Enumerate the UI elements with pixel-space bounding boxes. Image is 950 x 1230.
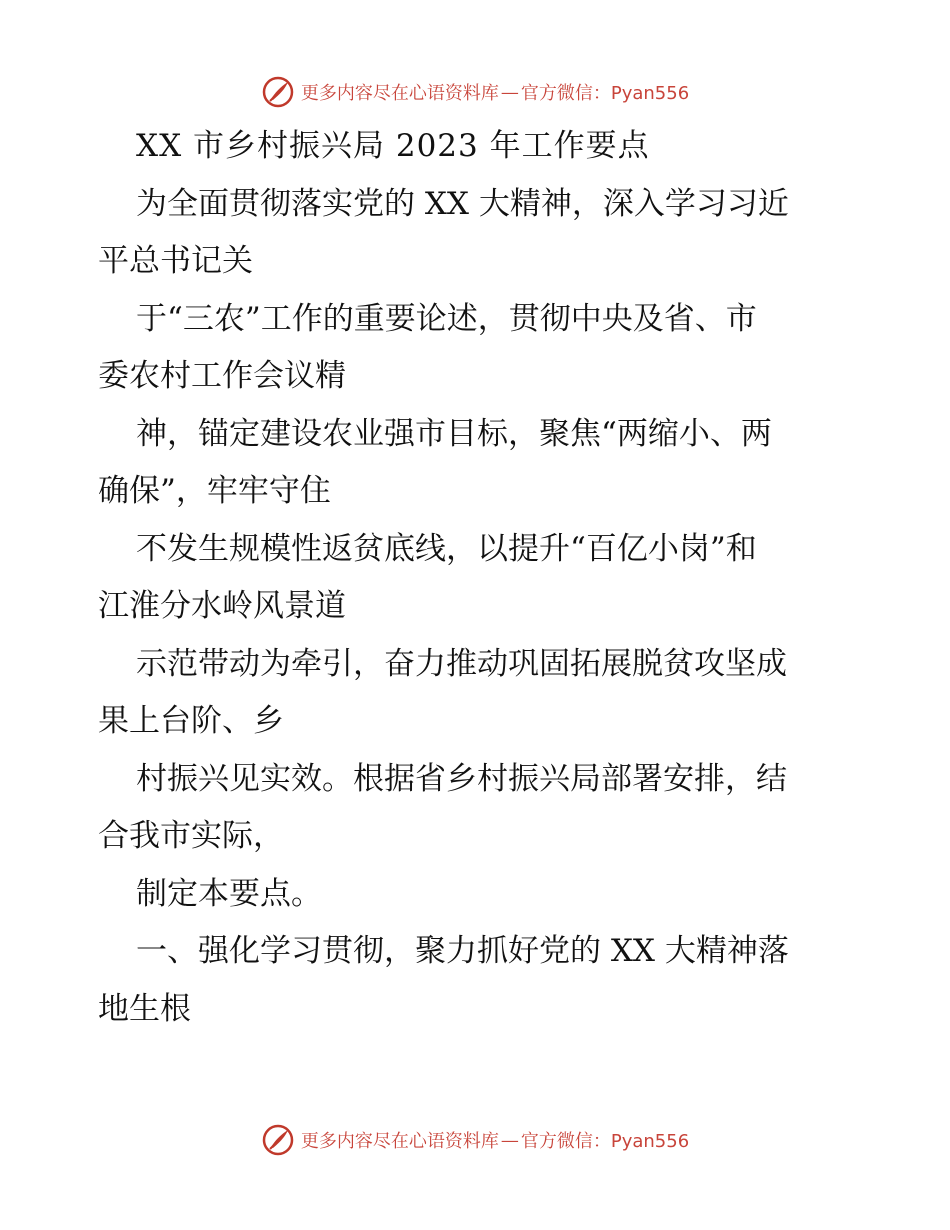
footer-watermark [0, 1120, 950, 1160]
paragraph-line: 制定本要点。 [136, 875, 322, 912]
paragraph-line: 村振兴见实效。根据省乡村振兴局部署安排，结 [136, 760, 787, 797]
watermark-separator: — [500, 81, 519, 103]
paragraph-line: 为全面贯彻落实党的 XX 大精神，深入学习习近 [136, 185, 789, 222]
watermark-site-text: 更多内容尽在心语资料库 [300, 1131, 499, 1152]
paragraph-line: 确保”，牢牢守住 [98, 473, 331, 509]
paragraph-line: 合我市实际， [98, 818, 284, 854]
header-watermark [0, 72, 950, 112]
paragraph-line: 果上台阶、乡 [98, 703, 284, 739]
section-heading-continuation: 地生根 [98, 990, 191, 1027]
section-heading: 一、强化学习贯彻，聚力抓好党的 XX 大精神落 [136, 933, 789, 969]
watermark-separator: — [500, 1129, 519, 1151]
quill-pen-logo-icon [261, 1123, 295, 1157]
watermark-contact-text: 官方微信：Pyan556 [520, 1131, 690, 1152]
paragraph-line: 委农村工作会议精 [98, 358, 346, 394]
watermark-contact-text: 官方微信：Pyan556 [520, 83, 690, 104]
paragraph-line: 不发生规模性返贫底线，以提升“百亿小岗”和 [136, 530, 757, 567]
document-title: XX 市乡村振兴局 2023 年工作要点 [136, 128, 650, 164]
document-body [98, 118, 858, 1038]
paragraph-line: 于“三农”工作的重要论述，贯彻中央及省、市 [136, 300, 757, 337]
paragraph-line: 神，锚定建设农业强市目标，聚焦“两缩小、两 [136, 415, 772, 452]
paragraph-line: 示范带动为牵引，奋力推动巩固拓展脱贫攻坚成 [136, 645, 787, 682]
paragraph-line: 平总书记关 [98, 243, 253, 279]
paragraph-line: 江淮分水岭风景道 [98, 588, 346, 624]
watermark-site-text: 更多内容尽在心语资料库 [300, 83, 499, 104]
quill-pen-logo-icon [261, 75, 295, 109]
